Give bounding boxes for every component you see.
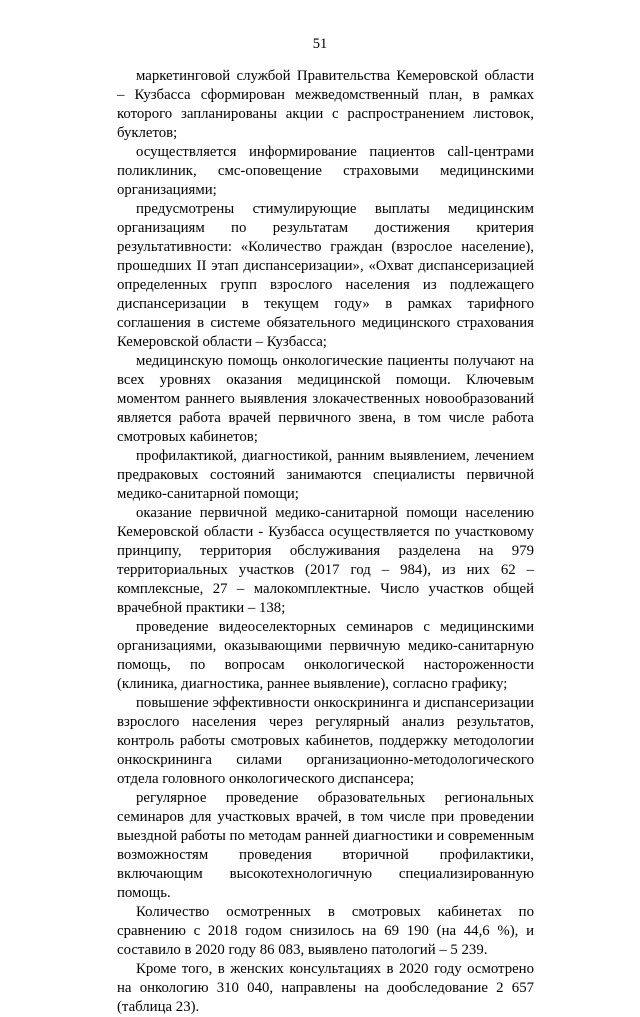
paragraph-examined-count: Количество осмотренных в смотровых кабинетах по сравнению с 2018 годом снизилось на 69 190 (на 44,6 %), и составило в 2020 году 86 083, выявлено патологий – 5 239. xyxy=(117,904,534,958)
paragraph-precancer-prevention: профилактикой, диагностикой, ранним выявлением, лечением предраковых состояний занимаются специалисты первичной медико-санитарной помощи; xyxy=(117,448,534,502)
paragraph-marketing-plan: маркетинговой службой Правительства Кемеровской области – Кузбасса сформирован межведомственный план, в рамках которого запланированы акции с распространением листовок, буклетов; xyxy=(117,68,534,141)
paragraph-screening-efficiency: повышение эффективности онкоскрининга и диспансеризации взрослого населения через регулярный анализ результатов, контроль работы смотровых кабинетов, поддержку методологии онкоскрининга силами организационно-методологического отдела головного онкологического диспансера; xyxy=(117,695,534,787)
paragraph-patient-informing: осуществляется информирование пациентов call-центрами поликлиник, смс-оповещение страховыми медицинскими организациями; xyxy=(117,144,534,198)
paragraph-primary-care-districts: оказание первичной медико-санитарной помощи населению Кемеровской области - Кузбасса осуществляется по участковому принципу, территория обслуживания разделена на 979 территориальных участков (2017 год – 984), из них 62 – комплексные, 27 – малокомплектные. Число участков общей врачебной практики – 138; xyxy=(117,505,534,616)
paragraph-incentive-payments: предусмотрены стимулирующие выплаты медицинским организациям по результатам достижения критерия результативности: «Количество граждан (взрослое население), прошедших II этап диспансеризации», «Охват диспансеризацией определенных групп взрослого населения из подлежащего диспансеризации в текущем году» в рамках тарифного соглашения в системе обязательного медицинского страхования Кемеровской области – Кузбасса; xyxy=(117,201,534,350)
paragraph-oncology-care-levels: медицинскую помощь онкологические пациенты получают на всех уровнях оказания медицинской помощи. Ключевым моментом раннего выявления злокачественных новообразований является работа врачей первичного звена, в том числе работа смотровых кабинетов; xyxy=(117,353,534,445)
paragraph-regional-seminars: регулярное проведение образовательных региональных семинаров для участковых врачей, в том числе при проведении выездной работы по методам ранней диагностики и современным возможностям проведения вторичной профилактики, включающим высокотехнологичную специализированную помощь. xyxy=(117,790,535,901)
body-text xyxy=(117,67,534,1017)
paragraph-womens-consultations: Кроме того, в женских консультациях в 2020 году осмотрено на онкологию 310 040, направлены на дообследование 2 657 (таблица 23). xyxy=(117,961,534,1015)
paragraph-video-seminars: проведение видеоселекторных семинаров с медицинскими организациями, оказывающими первичную медико-санитарную помощь, по вопросам онкологической настороженности (клиника, диагностика, раннее выявление), согласно графику; xyxy=(117,619,534,692)
page-number: 51 xyxy=(312,36,328,52)
